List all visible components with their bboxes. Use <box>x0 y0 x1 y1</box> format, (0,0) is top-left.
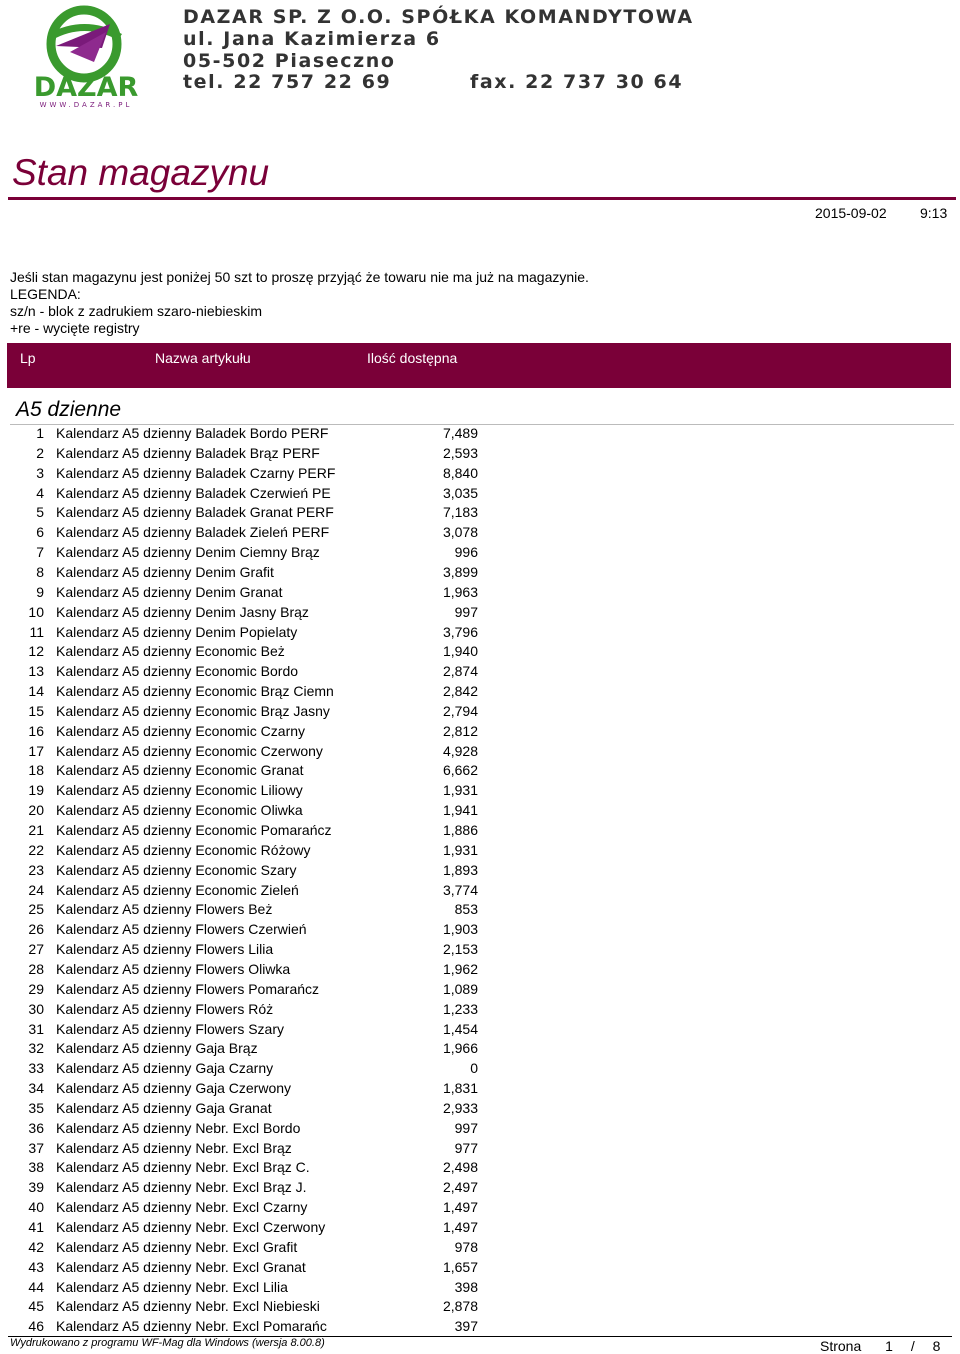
row-lp: 11 <box>29 623 44 640</box>
row-lp: 13 <box>28 663 44 680</box>
row-qty: 1,831 <box>442 1080 478 1097</box>
table-row <box>0 502 960 522</box>
report-date: 2015-09-02 <box>815 205 887 221</box>
row-name: Kalendarz A5 dzienny Flowers Czerwień <box>56 921 307 938</box>
row-lp: 38 <box>28 1159 44 1176</box>
row-lp: 36 <box>28 1119 44 1136</box>
row-name: Kalendarz A5 dzienny Economic Czarny <box>56 722 306 739</box>
table-row <box>0 622 960 642</box>
row-qty: 2,593 <box>442 444 478 461</box>
row-name: Kalendarz A5 dzienny Gaja Czerwony <box>56 1080 292 1097</box>
table-row <box>0 760 960 780</box>
table-row <box>0 602 960 622</box>
row-name: Kalendarz A5 dzienny Economic Pomarańcz <box>56 822 332 838</box>
row-lp: 29 <box>28 980 44 997</box>
company-logo <box>10 4 162 110</box>
row-lp: 31 <box>28 1020 44 1037</box>
row-qty: 3,899 <box>442 563 478 580</box>
table-row <box>0 840 960 860</box>
table-row <box>0 681 960 701</box>
legend-item: +re - wycięte registry <box>10 320 140 336</box>
row-qty: 3,078 <box>442 524 478 541</box>
page-number: 1 <box>885 1338 893 1354</box>
row-lp: 45 <box>28 1298 44 1315</box>
table-row <box>0 979 960 999</box>
row-lp: 22 <box>28 841 44 858</box>
row-qty: 853 <box>454 901 478 918</box>
row-lp: 1 <box>36 425 44 441</box>
row-lp: 46 <box>28 1318 44 1335</box>
row-name: Kalendarz A5 dzienny Nebr. Excl Bordo <box>56 1119 301 1136</box>
row-qty: 2,153 <box>442 941 478 958</box>
row-qty: 2,933 <box>442 1099 478 1116</box>
row-qty: 2,878 <box>442 1298 478 1315</box>
row-qty: 2,842 <box>442 683 478 700</box>
row-lp: 16 <box>28 722 44 739</box>
table-row <box>0 423 960 443</box>
row-lp: 30 <box>28 1000 44 1017</box>
row-qty: 2,812 <box>442 722 478 739</box>
row-lp: 3 <box>36 464 44 481</box>
table-row <box>0 721 960 741</box>
row-name: Kalendarz A5 dzienny Economic Liliowy <box>56 782 303 799</box>
row-lp: 21 <box>28 822 44 838</box>
row-qty: 1,931 <box>442 782 478 799</box>
table-row <box>0 860 960 880</box>
row-lp: 44 <box>28 1278 44 1295</box>
row-qty: 7,183 <box>442 504 478 521</box>
row-lp: 43 <box>28 1258 44 1275</box>
stock-note: Jeśli stan magazynu jest poniżej 50 szt to proszę przyjąć że towaru nie ma już na magazynie. <box>10 269 589 285</box>
row-qty: 6,662 <box>442 762 478 779</box>
table-row <box>0 741 960 761</box>
row-name: Kalendarz A5 dzienny Denim Jasny Brąz <box>56 603 309 620</box>
row-name: Kalendarz A5 dzienny Baladek Zieleń PERF <box>56 524 330 541</box>
table-row <box>0 1078 960 1098</box>
table-row <box>0 443 960 463</box>
row-name: Kalendarz A5 dzienny Baladek Czarny PERF <box>56 464 336 481</box>
row-name: Kalendarz A5 dzienny Nebr. Excl Niebieski <box>56 1298 320 1315</box>
page-title: Stan magazynu <box>12 152 270 193</box>
row-lp: 7 <box>36 544 44 561</box>
row-qty: 1,454 <box>442 1020 478 1037</box>
table-row <box>0 1257 960 1277</box>
row-qty: 1,497 <box>442 1199 478 1216</box>
page-separator: / <box>910 1338 915 1354</box>
row-lp: 24 <box>28 881 44 898</box>
table-row <box>0 463 960 483</box>
row-name: Kalendarz A5 dzienny Baladek Granat PERF <box>56 504 334 521</box>
row-name: Kalendarz A5 dzienny Flowers Oliwka <box>56 960 291 977</box>
row-name: Kalendarz A5 dzienny Economic Granat <box>56 762 304 779</box>
row-name: Kalendarz A5 dzienny Flowers Szary <box>56 1020 284 1037</box>
row-name: Kalendarz A5 dzienny Baladek Bordo PERF <box>56 425 329 441</box>
table-row <box>0 959 960 979</box>
row-lp: 23 <box>28 861 44 878</box>
table-row <box>0 483 960 503</box>
row-qty: 1,497 <box>442 1219 478 1235</box>
table-row <box>0 1138 960 1158</box>
row-name: Kalendarz A5 dzienny Economic Beż <box>56 643 285 660</box>
row-lp: 17 <box>28 742 44 759</box>
table-row <box>0 919 960 939</box>
row-qty: 978 <box>454 1238 478 1255</box>
title-divider <box>8 197 956 200</box>
row-name: Kalendarz A5 dzienny Economic Zieleń <box>56 881 299 898</box>
row-qty: 977 <box>454 1139 478 1156</box>
row-name: Kalendarz A5 dzienny Nebr. Excl Lilia <box>56 1278 288 1295</box>
page-indicator <box>820 1338 940 1354</box>
row-qty: 1,886 <box>442 822 478 838</box>
row-qty: 1,903 <box>442 921 478 938</box>
row-lp: 5 <box>36 504 44 521</box>
row-lp: 26 <box>28 921 44 938</box>
row-qty: 1,941 <box>442 802 478 819</box>
row-lp: 10 <box>28 603 44 620</box>
row-lp: 40 <box>28 1199 44 1216</box>
table-row <box>0 1118 960 1138</box>
row-lp: 8 <box>36 563 44 580</box>
row-qty: 3,035 <box>442 484 478 501</box>
row-name: Kalendarz A5 dzienny Gaja Granat <box>56 1099 272 1116</box>
row-lp: 15 <box>28 702 44 719</box>
table-header <box>7 343 951 388</box>
row-name: Kalendarz A5 dzienny Economic Szary <box>56 861 297 878</box>
table-row <box>0 1157 960 1177</box>
row-qty: 0 <box>470 1060 478 1077</box>
table-row <box>0 1296 960 1316</box>
printed-with-note: Wydrukowano z programu WF-Mag dla Windows (wersja 8.00.8) <box>10 1337 325 1349</box>
page-total: 8 <box>932 1338 941 1354</box>
column-header-lp: Lp <box>20 350 36 366</box>
row-qty: 7,489 <box>442 425 478 441</box>
row-qty: 3,796 <box>442 623 478 640</box>
company-street: ul. Jana Kazimierza 6 <box>183 28 441 50</box>
row-lp: 28 <box>28 960 44 977</box>
row-name: Kalendarz A5 dzienny Nebr. Excl Pomarańc <box>56 1318 327 1335</box>
legend-title: LEGENDA: <box>10 286 81 302</box>
row-name: Kalendarz A5 dzienny Nebr. Excl Granat <box>56 1258 306 1275</box>
row-name: Kalendarz A5 dzienny Denim Ciemny Brąz <box>56 544 320 561</box>
row-lp: 42 <box>28 1238 44 1255</box>
row-qty: 3,774 <box>442 881 478 898</box>
row-lp: 34 <box>28 1080 44 1097</box>
section-title: A5 dzienne <box>16 398 122 421</box>
row-name: Kalendarz A5 dzienny Denim Grafit <box>56 563 274 580</box>
table-row <box>0 701 960 721</box>
row-name: Kalendarz A5 dzienny Economic Oliwka <box>56 802 303 819</box>
row-qty: 997 <box>454 603 478 620</box>
table-row <box>0 1098 960 1118</box>
row-name: Kalendarz A5 dzienny Gaja Brąz <box>56 1040 258 1057</box>
row-name: Kalendarz A5 dzienny Economic Czerwony <box>56 742 323 759</box>
row-name: Kalendarz A5 dzienny Economic Bordo <box>56 663 299 680</box>
table-row <box>0 939 960 959</box>
table-row <box>0 562 960 582</box>
row-lp: 33 <box>28 1060 44 1077</box>
table-row <box>0 1058 960 1078</box>
row-name: Kalendarz A5 dzienny Flowers Beż <box>56 901 273 918</box>
row-qty: 2,498 <box>442 1159 478 1176</box>
table-row <box>0 880 960 900</box>
company-phone: tel. 22 757 22 69 <box>183 71 392 93</box>
row-qty: 1,233 <box>442 1000 478 1017</box>
column-header-name: Nazwa artykułu <box>155 350 251 366</box>
legend-item: sz/n - blok z zadrukiem szaro-niebieskim <box>10 303 263 319</box>
row-name: Kalendarz A5 dzienny Nebr. Excl Czarny <box>56 1199 308 1216</box>
row-name: Kalendarz A5 dzienny Nebr. Excl Brąz J. <box>56 1179 307 1196</box>
row-name: Kalendarz A5 dzienny Economic Brąz Jasny <box>56 702 330 719</box>
row-qty: 997 <box>454 1119 478 1136</box>
row-lp: 2 <box>36 444 44 461</box>
row-qty: 1,963 <box>442 583 478 600</box>
logo-text: DAZAR <box>33 72 139 103</box>
row-lp: 19 <box>28 782 44 799</box>
row-qty: 8,840 <box>442 464 478 481</box>
row-name: Kalendarz A5 dzienny Baladek Czerwień PE <box>56 484 331 501</box>
row-name: Kalendarz A5 dzienny Flowers Lilia <box>56 941 274 958</box>
table-row <box>0 1237 960 1257</box>
row-qty: 397 <box>454 1318 478 1335</box>
row-name: Kalendarz A5 dzienny Flowers Róż <box>56 1000 274 1017</box>
row-lp: 37 <box>28 1139 44 1156</box>
column-header-qty: Ilość dostępna <box>367 350 458 366</box>
row-lp: 35 <box>28 1099 44 1116</box>
row-name: Kalendarz A5 dzienny Economic Brąz Ciemn <box>56 683 334 700</box>
row-name: Kalendarz A5 dzienny Baladek Brąz PERF <box>56 444 320 461</box>
row-lp: 20 <box>28 802 44 819</box>
table-row <box>0 542 960 562</box>
table-row <box>0 1197 960 1217</box>
table-row <box>0 1019 960 1039</box>
row-lp: 12 <box>28 643 44 660</box>
table-row <box>0 1277 960 1297</box>
table-row <box>0 1038 960 1058</box>
row-qty: 1,966 <box>442 1040 478 1057</box>
row-qty: 1,962 <box>442 960 478 977</box>
row-lp: 25 <box>28 901 44 918</box>
row-lp: 6 <box>36 524 44 541</box>
row-name: Kalendarz A5 dzienny Gaja Czarny <box>56 1060 274 1077</box>
table-row <box>0 582 960 602</box>
table-row <box>0 1177 960 1197</box>
row-name: Kalendarz A5 dzienny Nebr. Excl Czerwony <box>56 1219 326 1235</box>
row-name: Kalendarz A5 dzienny Denim Granat <box>56 583 283 600</box>
row-qty: 1,931 <box>442 841 478 858</box>
table-row <box>0 641 960 661</box>
company-fax: fax. 22 737 30 64 <box>470 71 684 93</box>
row-lp: 27 <box>28 941 44 958</box>
report-time: 9:13 <box>920 205 948 221</box>
company-name: DAZAR SP. Z O.O. SPÓŁKA KOMANDYTOWA <box>183 6 694 28</box>
table-row <box>0 820 960 840</box>
table-row <box>0 780 960 800</box>
logo-url: WWW.DAZAR.PL <box>39 101 133 109</box>
row-lp: 32 <box>28 1040 44 1057</box>
row-lp: 14 <box>28 683 44 700</box>
row-qty: 2,794 <box>442 702 478 719</box>
table-row <box>0 899 960 919</box>
row-qty: 1,089 <box>442 980 478 997</box>
row-qty: 1,893 <box>442 861 478 878</box>
row-qty: 2,497 <box>442 1179 478 1196</box>
row-lp: 18 <box>28 762 44 779</box>
table-row <box>0 1217 960 1237</box>
row-qty: 996 <box>454 544 478 561</box>
row-lp: 4 <box>36 484 44 501</box>
row-name: Kalendarz A5 dzienny Denim Popielaty <box>56 623 298 640</box>
row-name: Kalendarz A5 dzienny Nebr. Excl Grafit <box>56 1238 298 1255</box>
table-row <box>0 999 960 1019</box>
row-name: Kalendarz A5 dzienny Nebr. Excl Brąz <box>56 1139 292 1156</box>
dazar-logo-icon <box>10 4 162 110</box>
row-qty: 4,928 <box>442 742 478 759</box>
row-qty: 1,940 <box>442 643 478 660</box>
table-row <box>0 800 960 820</box>
row-name: Kalendarz A5 dzienny Economic Różowy <box>56 841 311 858</box>
table-row <box>0 522 960 542</box>
row-lp: 9 <box>36 583 44 600</box>
row-lp: 41 <box>28 1219 44 1235</box>
row-lp: 39 <box>28 1179 44 1196</box>
page-label: Strona <box>820 1338 862 1354</box>
row-qty: 1,657 <box>442 1258 478 1275</box>
table-row <box>0 1316 960 1336</box>
row-qty: 2,874 <box>442 663 478 680</box>
row-name: Kalendarz A5 dzienny Flowers Pomarańcz <box>56 980 320 997</box>
table-row <box>0 661 960 681</box>
row-qty: 398 <box>454 1278 478 1295</box>
company-city: 05-502 Piaseczno <box>183 50 396 72</box>
row-name: Kalendarz A5 dzienny Nebr. Excl Brąz C. <box>56 1159 310 1176</box>
